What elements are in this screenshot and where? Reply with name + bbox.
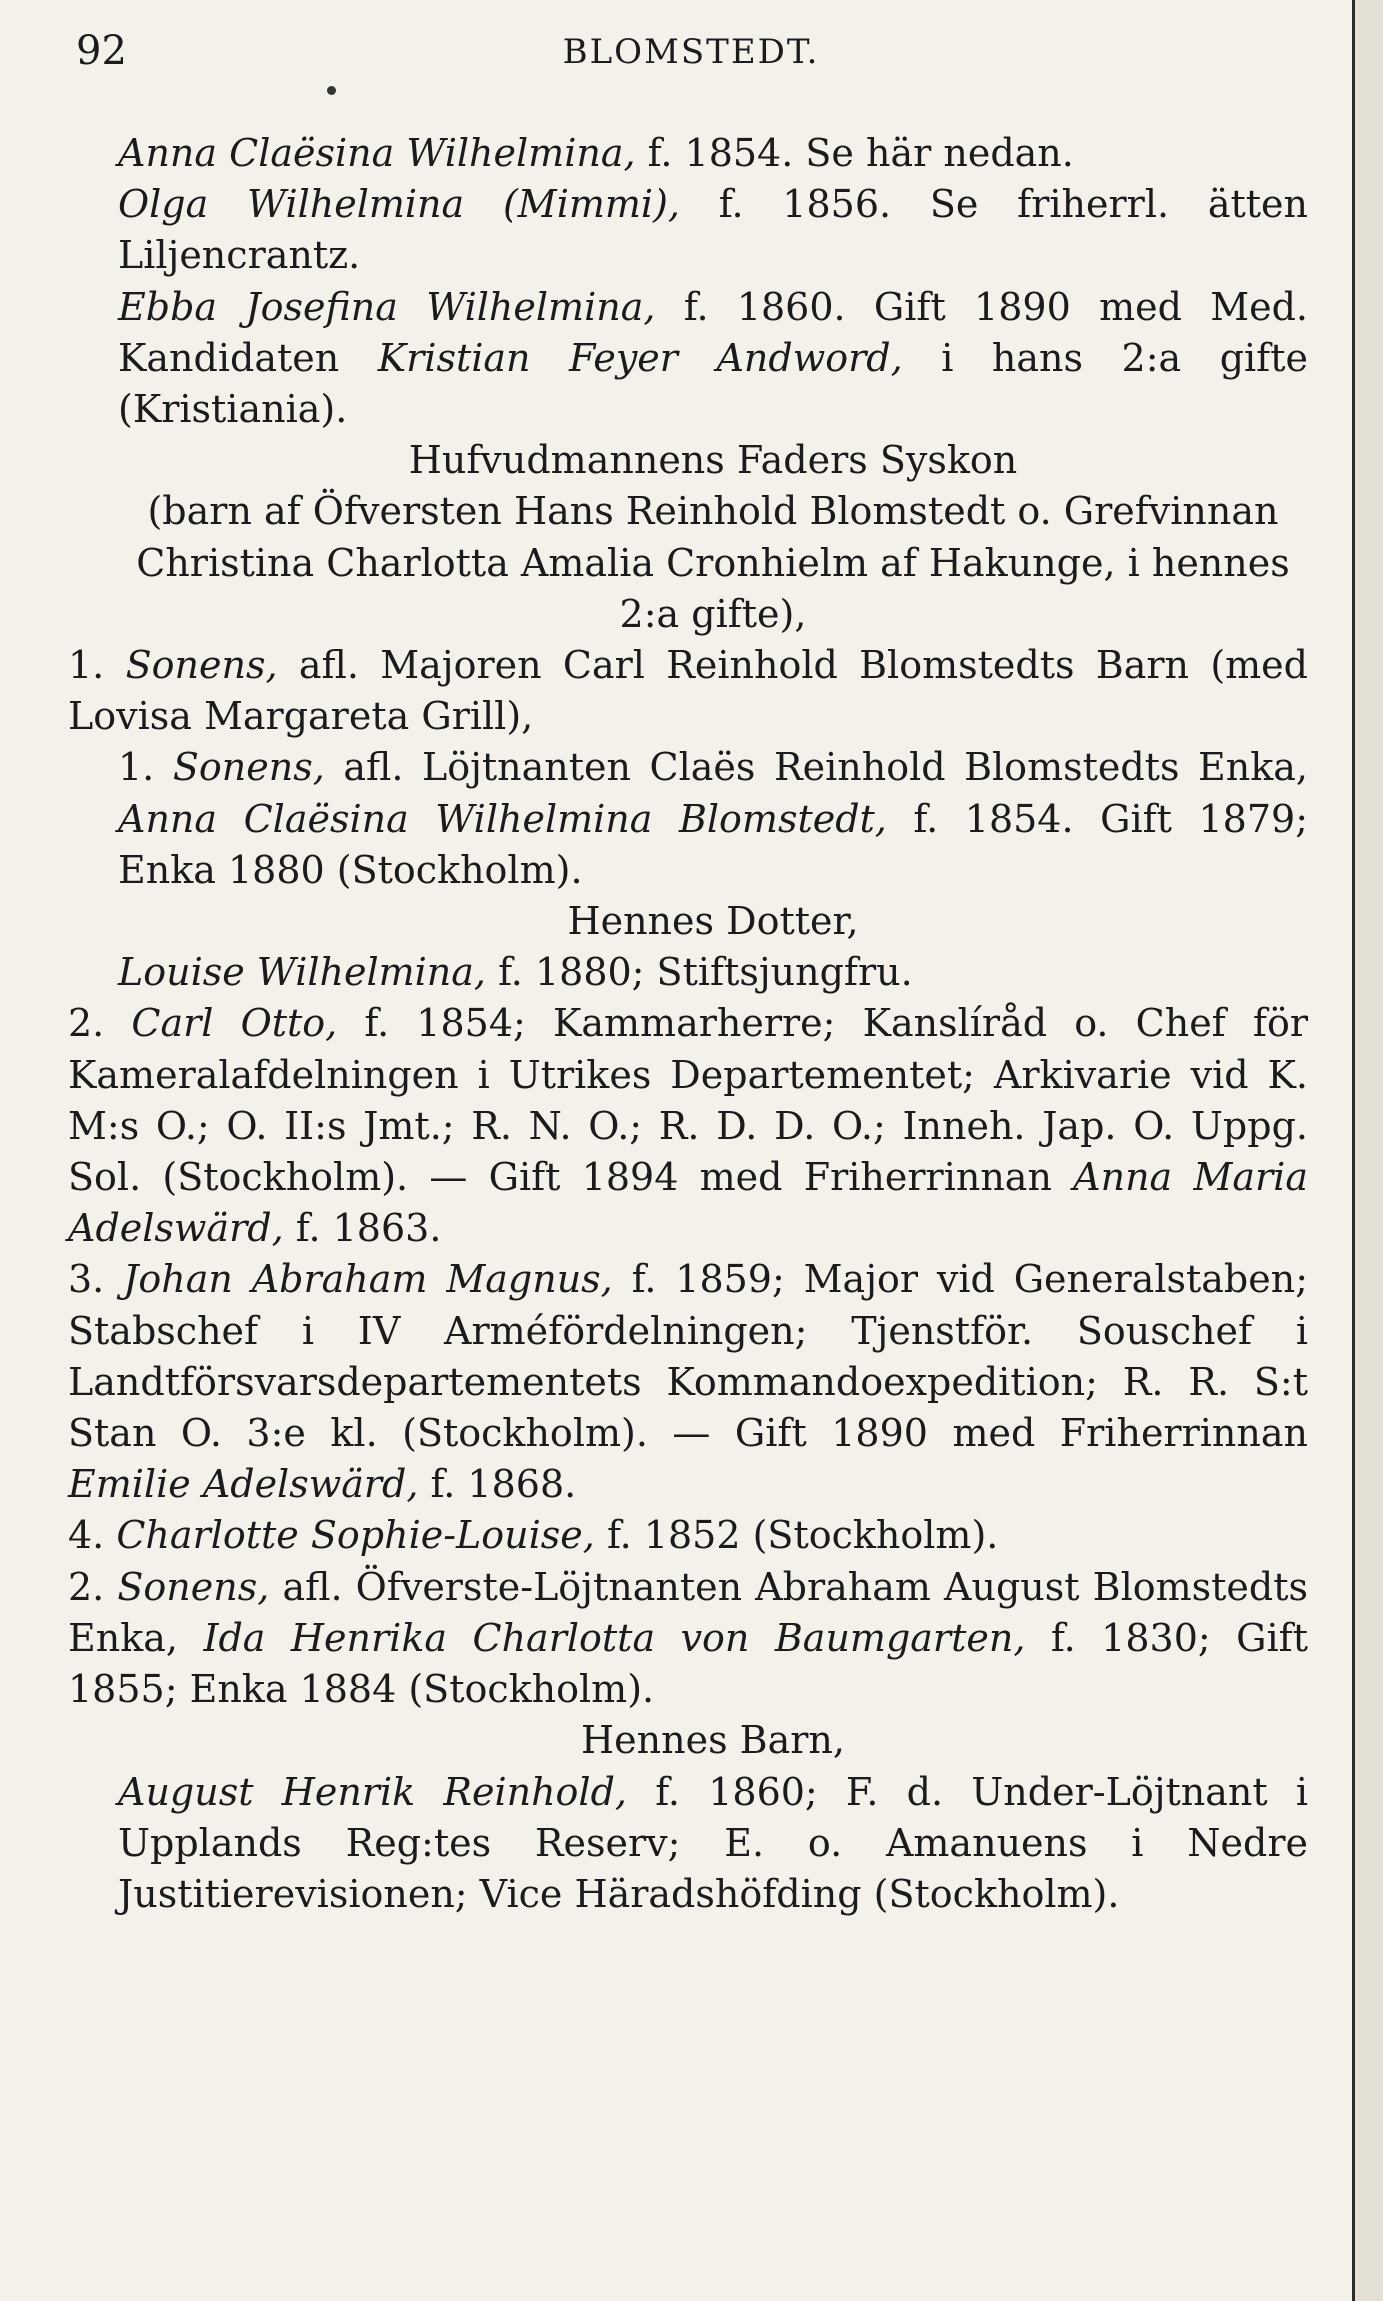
entry-text: f. 1856. Se friherrl. ätten Liljencrantz. [118, 182, 1308, 278]
item-number: 3. [68, 1257, 105, 1302]
item-2b [68, 1562, 1308, 1716]
section-subheading: (barn af Öfversten Hans Reinhold Blomstedt o. Grefvinnan Christina Charlotta Amalia Cronhielm af Hakunge, i hennes 2:a gifte), [136, 489, 1290, 636]
spouse-name: Emilie Adelswärd, [68, 1462, 419, 1507]
item-text: f. 1830; Gift 1855; Enka 1884 (Stockholm). [68, 1615, 1308, 1712]
page-number: 92 [76, 28, 127, 74]
item-number: 1. [68, 643, 105, 688]
children-heading: Hennes Barn, [581, 1718, 845, 1763]
item-text: f. 1859; Major vid Generalstaben; Stabschef i IV Arméfördelningen; Tjenstför. Souschef i Landtförsvarsdepartementets Kommandoexpedition; R. R. S:t Stan O. 3:e kl. (Stockholm). — Gift 1890 med Friherrinnan [68, 1257, 1308, 1456]
item-text: f. 1863. [283, 1206, 442, 1251]
item-number: 4. [68, 1513, 105, 1558]
item-1 [68, 640, 1308, 742]
item-label: Sonens, [172, 745, 325, 790]
item-text: f. 1852 (Stockholm). [594, 1513, 999, 1558]
item-name: Charlotte Sophie-Louise, [116, 1513, 595, 1558]
item-text: f. 1854; Kammarherre; Kanslíråd o. Chef för Kameralafdelningen i Utrikes Departementet; Arkivarie vid K. M:s O.; O. II:s Jmt.; R. N. O.; R. D. D. O.; Inneh. Jap. O. Uppg. Sol. (Stockholm). — Gift 1894 med Friherrinnan [68, 1001, 1308, 1200]
running-title: BLOMSTEDT. [562, 32, 820, 72]
item-name: Johan Abraham Magnus, [123, 1257, 613, 1302]
item-text: f. 1854. Gift 1879; Enka 1880 (Stockholm). [118, 796, 1308, 892]
daughter-name: Louise Wilhelmina, [118, 950, 487, 995]
ink-dot [327, 86, 336, 95]
entry-text: f. 1854. Se här nedan. [635, 131, 1074, 175]
entry-name: Anna Claësina Wilhelmina, [118, 131, 636, 175]
item-number: 1. [118, 745, 155, 790]
item-text: afl. Öfverste-Löjtnanten Abraham August Blomstedts Enka, [68, 1564, 1308, 1660]
entry-olga [118, 179, 1308, 281]
child-entry [118, 1767, 1308, 1921]
item-name: Ida Henrika Charlotta von Baumgarten, [203, 1615, 1026, 1660]
item-1-1 [118, 742, 1308, 896]
daughter-text: f. 1880; Stiftsjungfru. [486, 950, 913, 995]
entry-text: i hans 2:a gifte (Kristiania). [118, 335, 1309, 432]
item-2 [68, 998, 1308, 1254]
daughter-heading: Hennes Dotter, [567, 899, 859, 944]
child-name: August Henrik Reinhold, [118, 1769, 627, 1814]
entry-ebba [118, 282, 1308, 436]
item-name: Carl Otto, [131, 1001, 338, 1046]
item-text: afl. Löjtnanten Claës Reinhold Blomstedts Enka, [324, 745, 1308, 790]
section-heading: Hufvudmannens Faders Syskon [408, 438, 1018, 483]
item-text: afl. Majoren Carl Reinhold Blomstedts Barn (med Lovisa Margareta Grill), [68, 643, 1308, 739]
item-number: 2. [68, 1001, 105, 1046]
item-label: Sonens, [117, 1564, 270, 1609]
page-header [76, 28, 1306, 88]
item-name: Anna Claësina Wilhelmina Blomstedt, [118, 796, 887, 841]
entry-anna [118, 128, 1308, 179]
entry-name: Ebba Josefina Wilhelmina, [118, 284, 656, 329]
item-text: f. 1868. [418, 1462, 577, 1507]
item-3 [68, 1254, 1308, 1510]
spouse-name: Anna Maria Adelswärd, [68, 1155, 1308, 1251]
child-text: f. 1860; F. d. Under-Löjtnant i Upplands Reg:tes Reserv; E. o. Amanuens i Nedre Justitierevisionen; Vice Häradshöfding (Stockholm). [118, 1769, 1308, 1916]
item-label: Sonens, [125, 643, 278, 688]
item-4 [68, 1510, 1308, 1561]
spouse-name: Kristian Feyer Andword, [377, 335, 903, 380]
item-number: 2. [68, 1564, 105, 1609]
daughter-entry [118, 947, 1308, 998]
entry-text: f. 1860. Gift 1890 med Med. Kandidaten [118, 284, 1309, 380]
page-edge [1352, 0, 1383, 2301]
page-body [68, 128, 1309, 1920]
entry-name: Olga Wilhelmina (Mimmi), [118, 182, 680, 227]
